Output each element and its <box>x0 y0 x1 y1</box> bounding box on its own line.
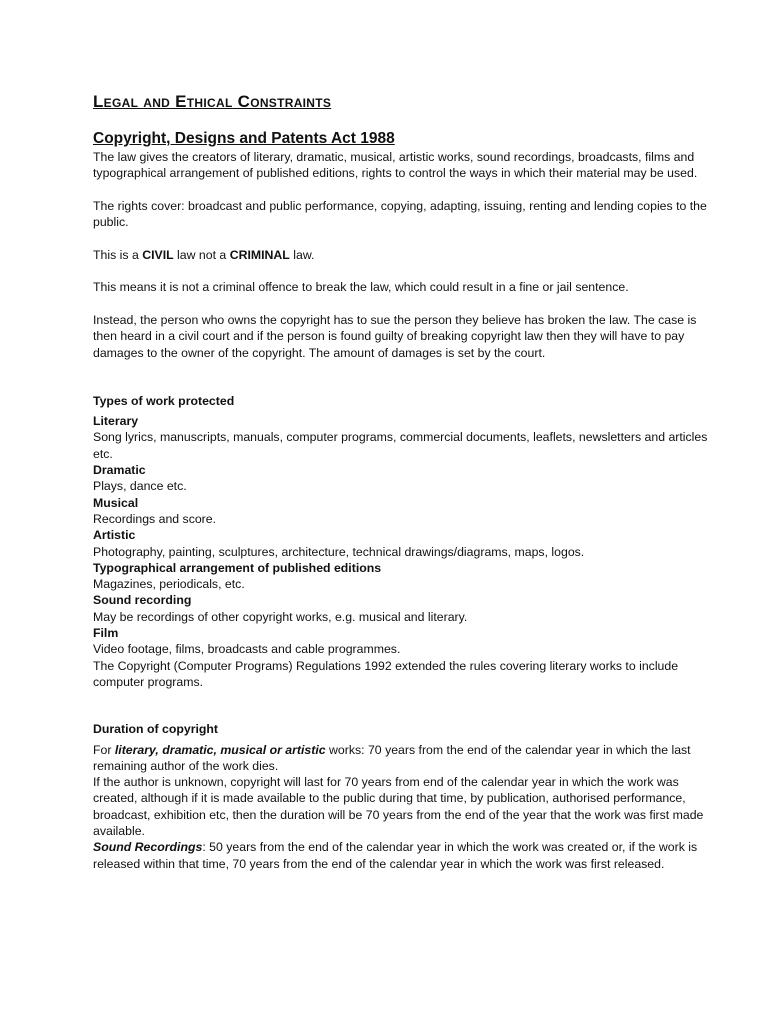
type-description: Photography, painting, sculptures, architecture, technical drawings/diagrams, maps, logos. <box>93 544 585 559</box>
type-name: Film <box>93 626 119 641</box>
type-name: Literary <box>93 414 139 429</box>
text-run: For <box>93 742 115 757</box>
works-emphasis: literary, dramatic, musical or artistic <box>114 742 326 757</box>
criminal-emphasis: CRIMINAL <box>229 247 290 262</box>
page-title: Legal and Ethical Constraints <box>93 92 332 111</box>
duration-paragraph-2: If the author is unknown, copyright will last for 70 years from end of the calendar year in which the work was created, although if it is made available to the public during that time, by publication, authorised performance, broadcast, exhibition etc, then the duration will be 70 years from the end of the year that the work was first made available. <box>93 775 704 838</box>
intro-paragraph-3 <box>93 247 708 263</box>
type-description: Song lyrics, manuscripts, manuals, computer programs, commercial documents, leaflets, newsletters and articles etc. <box>93 430 708 461</box>
civil-emphasis: CIVIL <box>142 247 174 262</box>
type-name: Typographical arrangement of published editions <box>93 560 382 575</box>
type-name: Musical <box>93 495 139 510</box>
duration-paragraph-1 <box>93 742 708 775</box>
intro-paragraph-4: This means it is not a criminal offence to break the law, which could result in a fine or jail sentence. <box>93 280 629 295</box>
type-name: Dramatic <box>93 463 146 478</box>
intro-paragraph-1: The law gives the creators of literary, dramatic, musical, artistic works, sound recordings, broadcasts, films and typographical arrangement of published editions, rights to control the ways in which their material may be used. <box>93 150 698 181</box>
text-run: This is a <box>93 247 143 262</box>
sound-recordings-emphasis: Sound Recordings <box>93 840 203 855</box>
type-description: May be recordings of other copyright works, e.g. musical and literary. <box>93 609 468 624</box>
type-name: Artistic <box>93 528 136 543</box>
text-run: : 50 years from the end of the calendar year in which the work was created or, if the work is released within that time, 70 years from the end of the calendar year in which the work was first released. <box>93 840 698 871</box>
type-description: Recordings and score. <box>93 511 217 526</box>
text-run: law. <box>289 247 315 262</box>
types-note: The Copyright (Computer Programs) Regulations 1992 extended the rules covering literary works to include computer programs. <box>93 658 679 689</box>
intro-paragraph-5: Instead, the person who owns the copyright has to sue the person they believe has broken the law. The case is then heard in a civil court and if the person is found guilty of breaking copyright law then they will have to pay damages to the owner of the copyright. The amount of damages is set by the court. <box>93 312 697 360</box>
type-name: Sound recording <box>93 593 192 608</box>
text-run: law not a <box>173 247 230 262</box>
types-heading: Types of work protected <box>93 393 235 408</box>
duration-paragraph-3 <box>93 839 708 872</box>
text-run: works: 70 years from the end of the calendar year in which the last remaining author of the work dies. <box>93 742 691 773</box>
intro-paragraph-2: The rights cover: broadcast and public performance, copying, adapting, issuing, renting and lending copies to the public. <box>93 198 707 230</box>
duration-heading: Duration of copyright <box>93 722 219 737</box>
type-description: Video footage, films, broadcasts and cable programmes. <box>93 642 401 657</box>
act-heading: Copyright, Designs and Patents Act 1988 <box>93 130 395 147</box>
types-list <box>93 413 708 690</box>
type-description: Plays, dance etc. <box>93 479 187 494</box>
type-description: Magazines, periodicals, etc. <box>93 577 245 592</box>
